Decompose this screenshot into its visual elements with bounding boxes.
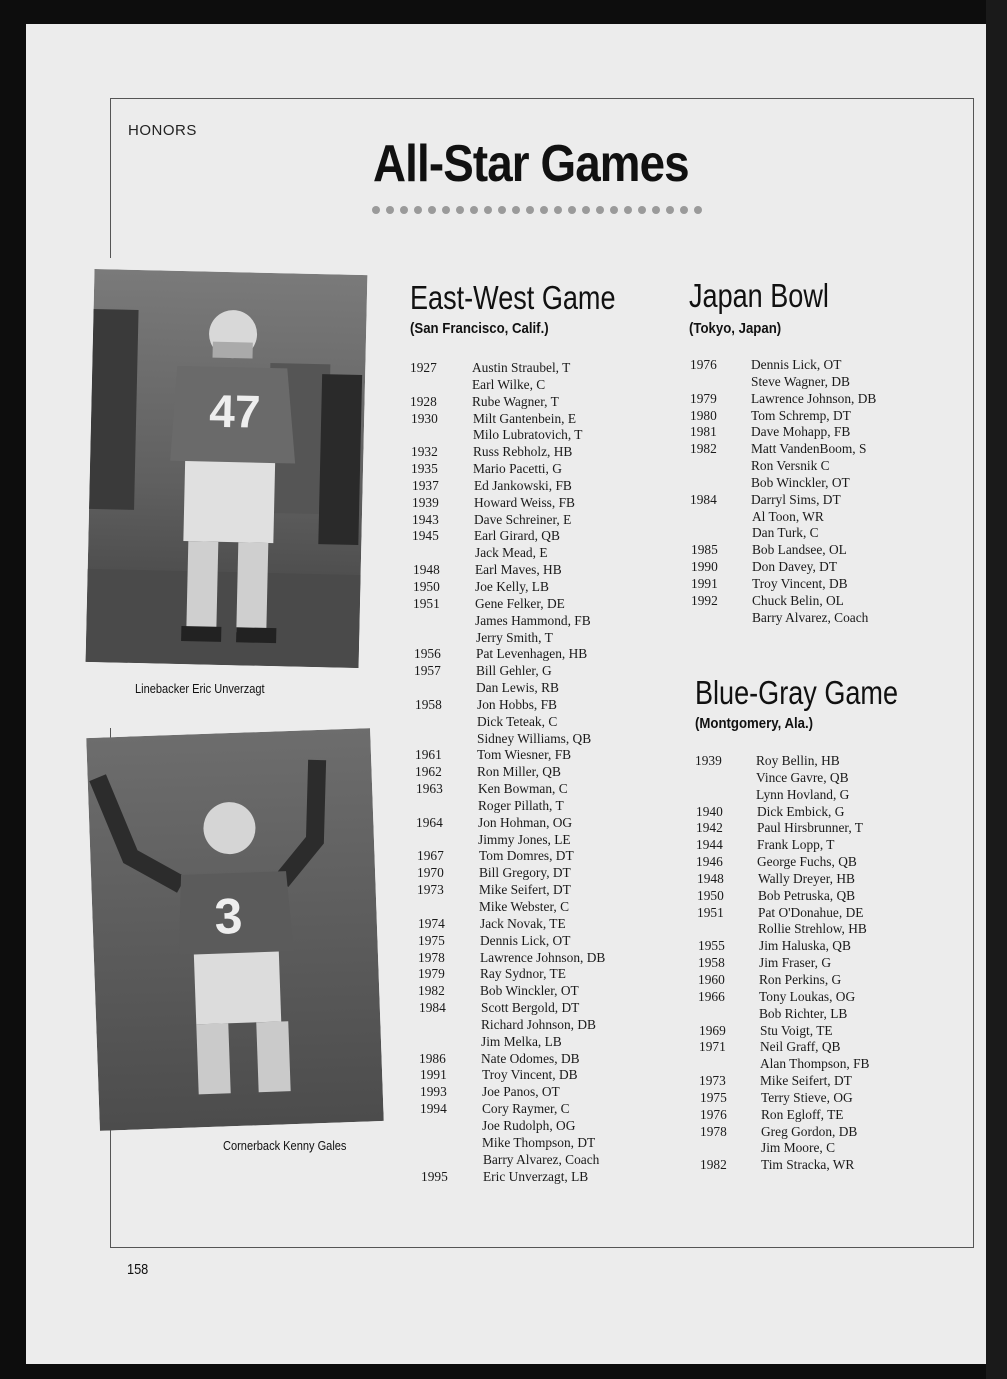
roster-name: Gene Felker, DE bbox=[475, 595, 565, 611]
roster-name: Stu Voigt, TE bbox=[760, 1022, 833, 1038]
roster-year: 1948 bbox=[413, 562, 440, 578]
roster-year: 1970 bbox=[417, 865, 444, 881]
roster-year: 1951 bbox=[697, 904, 724, 920]
roster-row bbox=[410, 815, 650, 832]
roster-year: 1932 bbox=[411, 444, 438, 460]
roster-name: Neil Graff, QB bbox=[760, 1039, 841, 1055]
roster-year: 1971 bbox=[699, 1039, 726, 1055]
roster-name: Earl Girard, QB bbox=[474, 528, 560, 544]
roster-name: Greg Gordon, DB bbox=[761, 1123, 858, 1139]
roster-row bbox=[410, 1101, 650, 1118]
roster-name: Nate Odomes, DB bbox=[481, 1050, 580, 1066]
divider-dot bbox=[694, 206, 702, 214]
roster-row bbox=[690, 559, 930, 576]
roster-name: Earl Wilke, C bbox=[472, 376, 546, 392]
roster-name: Darryl Sims, DT bbox=[751, 491, 841, 507]
roster-name: Paul Hirsbrunner, T bbox=[757, 820, 863, 836]
roster-name: Jim Fraser, G bbox=[759, 955, 831, 971]
roster-year: 1991 bbox=[691, 575, 718, 591]
roster-row bbox=[695, 1090, 935, 1107]
roster-row bbox=[690, 408, 930, 425]
roster-name: Wally Dreyer, HB bbox=[758, 870, 855, 886]
roster-year: 1981 bbox=[690, 424, 717, 440]
roster-name: Jim Moore, C bbox=[761, 1140, 836, 1156]
japan-bowl-roster bbox=[690, 357, 930, 627]
roster-row bbox=[690, 424, 930, 441]
roster-name: Barry Alvarez, Coach bbox=[483, 1151, 600, 1167]
roster-row bbox=[695, 888, 935, 905]
roster-name: George Fuchs, QB bbox=[757, 854, 857, 870]
blue-gray-location: (Montgomery, Ala.) bbox=[695, 715, 814, 732]
roster-row bbox=[410, 646, 650, 663]
roster-year: 1962 bbox=[415, 764, 442, 780]
divider-dot bbox=[428, 206, 436, 214]
roster-row bbox=[410, 933, 650, 950]
roster-row bbox=[410, 528, 650, 545]
roster-name: Rollie Strehlow, HB bbox=[758, 921, 867, 937]
roster-row bbox=[410, 360, 650, 377]
roster-year: 1958 bbox=[415, 696, 442, 712]
roster-row bbox=[695, 820, 935, 837]
photo-caption-linebacker: Linebacker Eric Unverzagt bbox=[135, 681, 265, 696]
roster-name: Bob Landsee, OL bbox=[752, 542, 847, 558]
roster-row bbox=[410, 1084, 650, 1101]
roster-row bbox=[410, 377, 650, 394]
roster-year: 1995 bbox=[421, 1168, 448, 1184]
roster-row bbox=[690, 593, 930, 610]
divider-dot bbox=[526, 206, 534, 214]
east-west-title: East-West Game bbox=[410, 279, 616, 316]
roster-row bbox=[410, 1017, 650, 1034]
roster-row bbox=[410, 630, 650, 647]
roster-year: 1978 bbox=[700, 1123, 727, 1139]
divider-dot bbox=[554, 206, 562, 214]
roster-name: Steve Wagner, DB bbox=[751, 373, 850, 389]
roster-row bbox=[410, 1169, 650, 1186]
roster-row bbox=[410, 444, 650, 461]
roster-name: Dan Lewis, RB bbox=[476, 680, 559, 696]
roster-name: Dick Teteak, C bbox=[477, 713, 558, 729]
roster-row bbox=[410, 764, 650, 781]
roster-year: 1976 bbox=[700, 1106, 727, 1122]
roster-row bbox=[410, 680, 650, 697]
roster-name: Bob Winckler, OT bbox=[751, 474, 850, 490]
roster-year: 1964 bbox=[416, 814, 443, 830]
roster-name: Mike Seifert, DT bbox=[479, 882, 571, 898]
divider-dot bbox=[540, 206, 548, 214]
roster-name: Pat Levenhagen, HB bbox=[476, 646, 588, 662]
roster-name: Pat O'Donahue, DE bbox=[758, 904, 864, 920]
roster-name: Ken Bowman, C bbox=[478, 781, 568, 797]
roster-year: 1940 bbox=[696, 803, 723, 819]
divider-dot bbox=[652, 206, 660, 214]
divider-dot bbox=[386, 206, 394, 214]
roster-row bbox=[410, 663, 650, 680]
roster-row bbox=[695, 1073, 935, 1090]
roster-row bbox=[695, 921, 935, 938]
roster-year: 1985 bbox=[691, 542, 718, 558]
roster-name: Milt Gantenbein, E bbox=[473, 410, 577, 426]
roster-row bbox=[695, 1023, 935, 1040]
roster-year: 1935 bbox=[411, 461, 438, 477]
roster-row bbox=[410, 461, 650, 478]
divider-dot bbox=[400, 206, 408, 214]
divider-dot bbox=[666, 206, 674, 214]
roster-row bbox=[410, 1051, 650, 1068]
roster-name: Tom Domres, DT bbox=[479, 848, 574, 864]
roster-name: Rube Wagner, T bbox=[472, 393, 559, 409]
roster-name: Dave Schreiner, E bbox=[474, 511, 572, 527]
title-dots-divider bbox=[372, 206, 702, 214]
roster-year: 1984 bbox=[690, 491, 717, 507]
roster-name: Bob Richter, LB bbox=[759, 1005, 848, 1021]
roster-year: 1984 bbox=[419, 1000, 446, 1016]
roster-name: Jim Haluska, QB bbox=[759, 938, 851, 954]
roster-row bbox=[695, 753, 935, 770]
roster-name: Mario Pacetti, G bbox=[473, 461, 562, 477]
roster-year: 1950 bbox=[413, 578, 440, 594]
roster-year: 1969 bbox=[699, 1022, 726, 1038]
roster-name: Tom Schremp, DT bbox=[751, 407, 851, 423]
roster-row bbox=[410, 697, 650, 714]
roster-name: Frank Lopp, T bbox=[757, 837, 835, 853]
roster-name: Tony Loukas, OG bbox=[759, 988, 856, 1004]
roster-name: Al Toon, WR bbox=[752, 508, 824, 524]
divider-dot bbox=[484, 206, 492, 214]
roster-name: Troy Vincent, DB bbox=[482, 1067, 578, 1083]
divider-dot bbox=[596, 206, 604, 214]
roster-name: Milo Lubratovich, T bbox=[473, 427, 583, 443]
roster-name: Ron Perkins, G bbox=[759, 971, 842, 987]
roster-year: 1982 bbox=[700, 1157, 727, 1173]
roster-name: Jerry Smith, T bbox=[476, 629, 553, 645]
roster-name: Lynn Hovland, G bbox=[756, 786, 850, 802]
roster-row bbox=[410, 865, 650, 882]
roster-year: 1982 bbox=[418, 983, 445, 999]
roster-name: Joe Rudolph, OG bbox=[482, 1117, 576, 1133]
roster-row bbox=[410, 832, 650, 849]
roster-year: 1976 bbox=[690, 357, 717, 372]
roster-name: Vince Gavre, QB bbox=[756, 769, 849, 785]
japan-bowl-location: (Tokyo, Japan) bbox=[689, 320, 782, 337]
cornerback-photo-image bbox=[86, 728, 384, 1131]
roster-row bbox=[690, 374, 930, 391]
divider-dot bbox=[498, 206, 506, 214]
roster-name: Eric Unverzagt, LB bbox=[483, 1168, 589, 1184]
roster-year: 1945 bbox=[412, 528, 439, 544]
roster-year: 1951 bbox=[413, 595, 440, 611]
roster-name: Mike Webster, C bbox=[479, 899, 569, 914]
divider-dot bbox=[372, 206, 380, 214]
roster-year: 1958 bbox=[698, 955, 725, 971]
roster-row bbox=[410, 1067, 650, 1084]
photo-linebacker bbox=[86, 269, 368, 668]
divider-dot bbox=[568, 206, 576, 214]
divider-dot bbox=[456, 206, 464, 214]
roster-year: 1979 bbox=[418, 966, 445, 982]
divider-dot bbox=[512, 206, 520, 214]
roster-row bbox=[410, 545, 650, 562]
roster-year: 1994 bbox=[420, 1101, 447, 1117]
east-west-location: (San Francisco, Calif.) bbox=[410, 320, 549, 337]
roster-row bbox=[695, 989, 935, 1006]
divider-dot bbox=[582, 206, 590, 214]
roster-year: 1991 bbox=[420, 1067, 447, 1083]
roster-year: 1978 bbox=[418, 949, 445, 965]
roster-row bbox=[695, 955, 935, 972]
blue-gray-roster bbox=[695, 753, 935, 1174]
roster-row bbox=[410, 781, 650, 798]
roster-year: 1967 bbox=[417, 848, 444, 864]
roster-name: Barry Alvarez, Coach bbox=[752, 609, 869, 625]
roster-row bbox=[690, 492, 930, 509]
roster-row bbox=[410, 950, 650, 967]
roster-name: Howard Weiss, FB bbox=[474, 494, 575, 510]
roster-name: Don Davey, DT bbox=[752, 559, 838, 575]
roster-name: James Hammond, FB bbox=[475, 612, 591, 628]
divider-dot bbox=[610, 206, 618, 214]
roster-row bbox=[695, 1039, 935, 1056]
roster-row bbox=[695, 854, 935, 871]
roster-name: Tom Wiesner, FB bbox=[477, 747, 572, 763]
roster-name: Tim Stracka, WR bbox=[761, 1157, 855, 1173]
roster-row bbox=[410, 1152, 650, 1169]
roster-name: Ron Egloff, TE bbox=[761, 1106, 844, 1122]
roster-name: Joe Panos, OT bbox=[482, 1084, 560, 1100]
roster-name: Joe Kelly, LB bbox=[475, 578, 549, 594]
roster-year: 1973 bbox=[699, 1073, 726, 1089]
roster-name: Bob Petruska, QB bbox=[758, 887, 856, 903]
roster-name: Richard Johnson, DB bbox=[481, 1016, 596, 1032]
roster-row bbox=[690, 525, 930, 542]
roster-year: 1990 bbox=[691, 559, 718, 575]
roster-name: Jon Hobbs, FB bbox=[477, 696, 557, 712]
roster-name: Lawrence Johnson, DB bbox=[751, 390, 877, 406]
page-number: 158 bbox=[127, 1261, 149, 1278]
roster-name: Bill Gregory, DT bbox=[479, 865, 571, 881]
roster-year: 1948 bbox=[697, 870, 724, 886]
roster-year: 1992 bbox=[691, 592, 718, 608]
roster-row bbox=[695, 1006, 935, 1023]
roster-row bbox=[410, 1000, 650, 1017]
roster-name: Roy Bellin, HB bbox=[756, 753, 840, 768]
roster-year: 1974 bbox=[418, 915, 445, 931]
roster-row bbox=[410, 882, 650, 899]
roster-name: Jack Mead, E bbox=[475, 545, 548, 561]
roster-row bbox=[695, 972, 935, 989]
divider-dot bbox=[470, 206, 478, 214]
roster-row bbox=[410, 848, 650, 865]
roster-row bbox=[410, 731, 650, 748]
roster-year: 1927 bbox=[410, 360, 437, 375]
roster-row bbox=[410, 1118, 650, 1135]
divider-dot bbox=[680, 206, 688, 214]
roster-row bbox=[690, 441, 930, 458]
roster-name: Mike Thompson, DT bbox=[482, 1134, 596, 1150]
roster-row bbox=[410, 478, 650, 495]
roster-row bbox=[410, 1135, 650, 1152]
roster-year: 1928 bbox=[410, 393, 437, 409]
roster-row bbox=[690, 357, 930, 374]
roster-name: Bill Gehler, G bbox=[476, 663, 552, 679]
roster-row bbox=[695, 1107, 935, 1124]
roster-name: Mike Seifert, DT bbox=[760, 1073, 852, 1089]
roster-name: Austin Straubel, T bbox=[472, 360, 571, 375]
roster-name: Dan Turk, C bbox=[752, 525, 819, 541]
roster-row bbox=[410, 798, 650, 815]
japan-bowl-title: Japan Bowl bbox=[689, 277, 829, 314]
roster-row bbox=[690, 576, 930, 593]
divider-dot bbox=[624, 206, 632, 214]
roster-name: Dennis Lick, OT bbox=[480, 932, 571, 948]
roster-year: 1966 bbox=[698, 988, 725, 1004]
roster-name: Alan Thompson, FB bbox=[760, 1056, 870, 1072]
roster-row bbox=[695, 770, 935, 787]
roster-year: 1982 bbox=[690, 441, 717, 457]
roster-year: 1980 bbox=[690, 407, 717, 423]
roster-name: Russ Rebholz, HB bbox=[473, 444, 573, 460]
roster-year: 1979 bbox=[690, 390, 717, 406]
divider-dot bbox=[638, 206, 646, 214]
roster-name: Ron Versnik C bbox=[751, 458, 830, 474]
roster-row bbox=[410, 613, 650, 630]
roster-year: 1942 bbox=[696, 820, 723, 836]
roster-name: Jon Hohman, OG bbox=[478, 814, 573, 830]
roster-year: 1993 bbox=[420, 1084, 447, 1100]
roster-row bbox=[410, 966, 650, 983]
roster-row bbox=[695, 1056, 935, 1073]
roster-row bbox=[410, 427, 650, 444]
roster-row bbox=[695, 938, 935, 955]
roster-row bbox=[410, 714, 650, 731]
photo-caption-cornerback: Cornerback Kenny Gales bbox=[223, 1138, 347, 1153]
roster-year: 1956 bbox=[414, 646, 441, 662]
roster-row bbox=[410, 747, 650, 764]
roster-year: 1963 bbox=[416, 781, 443, 797]
roster-name: Ron Miller, QB bbox=[477, 764, 561, 780]
roster-year: 1955 bbox=[698, 938, 725, 954]
roster-year: 1939 bbox=[695, 753, 722, 768]
roster-name: Lawrence Johnson, DB bbox=[480, 949, 606, 965]
roster-year: 1944 bbox=[696, 837, 723, 853]
roster-row bbox=[695, 1157, 935, 1174]
roster-row bbox=[410, 899, 650, 916]
divider-dot bbox=[414, 206, 422, 214]
roster-name: Cory Raymer, C bbox=[482, 1101, 570, 1117]
roster-name: Bob Winckler, OT bbox=[480, 983, 579, 999]
roster-name: Ray Sydnor, TE bbox=[480, 966, 566, 982]
roster-year: 1939 bbox=[412, 494, 439, 510]
roster-name: Dennis Lick, OT bbox=[751, 357, 842, 372]
east-west-roster bbox=[410, 360, 650, 1185]
roster-name: Jimmy Jones, LE bbox=[478, 831, 571, 847]
roster-year: 1943 bbox=[412, 511, 439, 527]
roster-row bbox=[410, 916, 650, 933]
roster-name: Terry Stieve, OG bbox=[761, 1089, 853, 1105]
roster-row bbox=[410, 495, 650, 512]
roster-name: Jack Novak, TE bbox=[480, 915, 566, 931]
roster-row bbox=[695, 804, 935, 821]
roster-name: Dave Mohapp, FB bbox=[751, 424, 851, 440]
roster-row bbox=[410, 394, 650, 411]
scan-edge bbox=[986, 0, 1007, 1379]
roster-row bbox=[410, 512, 650, 529]
roster-year: 1960 bbox=[698, 971, 725, 987]
blue-gray-title: Blue-Gray Game bbox=[695, 674, 899, 711]
roster-year: 1950 bbox=[697, 887, 724, 903]
roster-row bbox=[410, 596, 650, 613]
roster-row bbox=[695, 871, 935, 888]
roster-year: 1986 bbox=[419, 1050, 446, 1066]
roster-row bbox=[690, 610, 930, 627]
roster-year: 1937 bbox=[412, 477, 439, 493]
roster-row bbox=[690, 458, 930, 475]
roster-year: 1930 bbox=[411, 410, 438, 426]
divider-dot bbox=[442, 206, 450, 214]
roster-name: Troy Vincent, DB bbox=[752, 575, 848, 591]
roster-row bbox=[695, 787, 935, 804]
jersey-number: 3 bbox=[213, 887, 244, 945]
photo-cornerback bbox=[86, 728, 384, 1131]
roster-name: Sidney Williams, QB bbox=[477, 730, 592, 746]
roster-year: 1961 bbox=[415, 747, 442, 763]
roster-row bbox=[410, 983, 650, 1000]
roster-name: Jim Melka, LB bbox=[481, 1033, 562, 1049]
roster-row bbox=[690, 509, 930, 526]
roster-name: Earl Maves, HB bbox=[475, 562, 562, 578]
roster-row bbox=[690, 542, 930, 559]
roster-name: Chuck Belin, OL bbox=[752, 592, 844, 608]
roster-row bbox=[690, 391, 930, 408]
roster-year: 1946 bbox=[696, 854, 723, 870]
linebacker-photo-image bbox=[86, 269, 368, 668]
roster-name: Scott Bergold, DT bbox=[481, 1000, 580, 1016]
roster-row bbox=[695, 1140, 935, 1157]
roster-row bbox=[410, 411, 650, 428]
roster-row bbox=[410, 579, 650, 596]
page-title: All-Star Games bbox=[373, 135, 689, 193]
roster-row bbox=[410, 562, 650, 579]
roster-year: 1975 bbox=[418, 932, 445, 948]
roster-name: Roger Pillath, T bbox=[478, 797, 564, 813]
roster-year: 1975 bbox=[700, 1089, 727, 1105]
roster-row bbox=[410, 1034, 650, 1051]
section-label: HONORS bbox=[128, 122, 197, 139]
roster-row bbox=[695, 1124, 935, 1141]
roster-name: Dick Embick, G bbox=[757, 803, 845, 819]
jersey-number: 47 bbox=[208, 384, 262, 438]
roster-year: 1957 bbox=[414, 663, 441, 679]
roster-row bbox=[690, 475, 930, 492]
roster-year: 1973 bbox=[417, 882, 444, 898]
roster-name: Matt VandenBoom, S bbox=[751, 441, 867, 457]
roster-name: Ed Jankowski, FB bbox=[474, 477, 572, 493]
roster-row bbox=[695, 905, 935, 922]
roster-row bbox=[695, 837, 935, 854]
